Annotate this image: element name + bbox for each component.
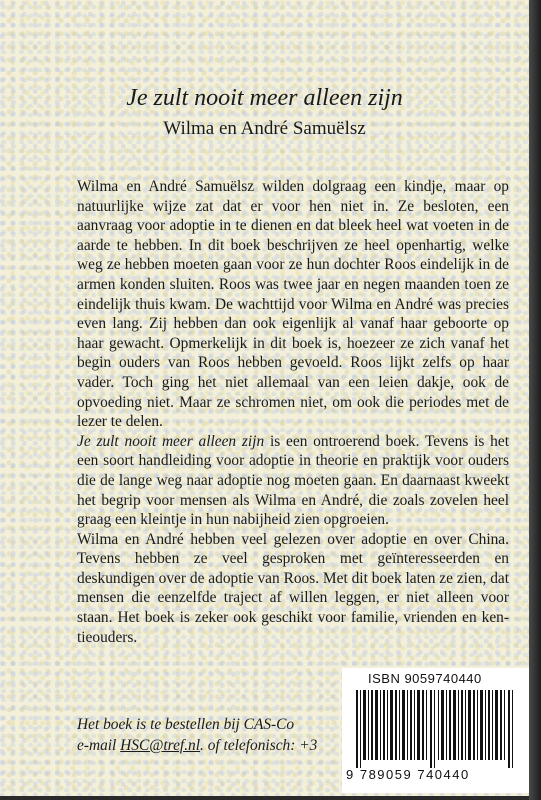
isbn-number: ISBN 9059740440 xyxy=(368,671,482,686)
barcode-icon xyxy=(354,690,520,768)
blurb-title-mention: Je zult nooit meer alleen zijn xyxy=(77,432,265,450)
email-link[interactable]: HSC@tref.nl xyxy=(120,737,201,754)
blurb-paragraph-3: Wilma en André hebben veel gelezen over adoptie en over China. Tevens hebben ze veel gesproken met geïnteresseerden en deskundigen over de adoptie van Roos. Met dit boek laten ze zien, dat mensen die eenzelfde traject af willen leggen, er niet alleen voor staan. Het boek is zeker ook geschikt voor familie, vrienden en ken- tieouders. xyxy=(77,530,509,646)
book-edge xyxy=(529,0,541,800)
contact-line xyxy=(77,735,347,756)
book-title: Je zult nooit meer alleen zijn xyxy=(126,85,403,111)
email-prefix: e-mail xyxy=(77,737,121,754)
blurb-paragraph-2-text: is een ontroerend boek. Tevens is het een soort handleiding voor adoptie in theorie en praktijk voor ouders die de lange weg naar adoptie nog moeten gaan. En daarnaast kweekt het begrip voor mensen als Wilma en André, die zoals zovelen heel graag een kleintje in hun nabijheid zien opgroeien. xyxy=(77,432,509,529)
order-info xyxy=(77,714,347,756)
barcode-digits: 9 789059 740440 xyxy=(346,767,470,782)
blurb-paragraph-1: Wilma en André Samuëlsz wilden dolgraag een kindje, maar op natuurlijke wijze zat dat er voor hen niet in. Ze besloten, een aanvraag voor adoptie in te dienen en dat bleek heel wat voeten in de aarde te hebben. In dit boek beschrijven ze heel openhartig, welke weg ze hebben moeten gaan voor ze hun dochter Roos eindelijk in de armen konden sluiten. Roos was twee jaar en negen maanden toen ze eindelijk thuis kwam. De wachttijd voor Wilma en André was precies even lang. Zij hebben dan ook eigenlijk al vanaf haar geboorte op haar gewacht. Opmerkelijk in dit boek is, hoezeer ze zich vanaf het begin ouders van Roos hebben gevoeld. Roos lijkt zelfs op haar vader. Toch ging het niet allemaal van een leien dakje, ook de opvoeding niet. Maar ze schromen niet, om ook die periodes met de lezer te delen. xyxy=(77,178,509,431)
order-line: Het boek is te bestellen bij CAS-Co xyxy=(77,716,295,733)
book-authors: Wilma en André Samuëlsz xyxy=(163,118,366,139)
isbn-barcode-label xyxy=(342,668,529,793)
blurb-text xyxy=(77,177,509,647)
blurb-paragraph-2 xyxy=(77,432,509,530)
phone-text: . of telefonisch: +3 xyxy=(200,737,318,754)
